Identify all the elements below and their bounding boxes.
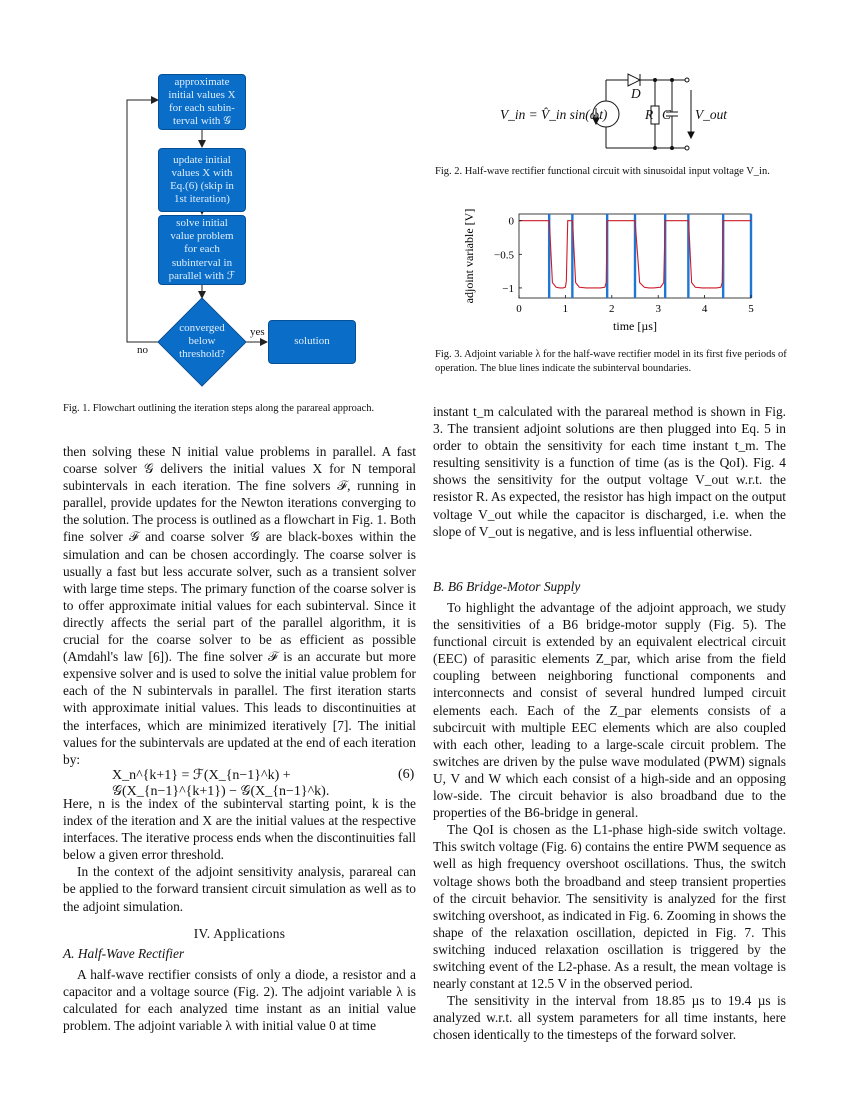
right-para-4: The sensitivity in the interval from 18.85 µs to 19.4 µs is analyzed w.r.t. all system parameters for all time instants, here chosen identically to the timesteps of the forward solver. xyxy=(433,993,786,1043)
left-column-bottom xyxy=(63,966,416,1034)
section-heading: IV. Applications xyxy=(193,926,286,941)
left-para-1: then solving these N initial value problems in parallel. A fast coarse solver 𝒢 delivers the initial values X for N temporal subintervals in each iteration. The fine solvers ℱ, running in parallel, provide updates for the Newton iterations converging to the solution. The process is outlined as a flowchart in Fig. 1. Both fine solver ℱ and coarse solver 𝒢 are black-boxes within the simulation and can be chosen accordingly. The coarse solver is usually a fast but less accurate solver, such as a transient solver with large time steps. The primary function of the coarse solver is to offer approximate initial values for each subinterval. Since it directly affects the serial part of the parallel algorithm, it is crucial for the coarse solver to be as efficient as possible (Amdahl's law [6]). The fine solver ℱ is an accurate but more expensive solver and is used to solve the initial value problem for each of the N subintervals in parallel. The first iteration starts with approximate initial values. This leads to discontinuities at the interfaces, which are minimized iteratively [7]. The initial values for the subintervals are updated at the end of each iteration by: xyxy=(63,444,416,767)
right-para-3: The QoI is chosen as the L1-phase high-side switch voltage. This switch voltage (Fig. 6) contains the entire PWM sequence as well as high frequency overshoot oscillations. Thus, the switch voltage shows both the broadband and steep transient properties of the circuit behavior. The sensitivity is analyzed for the first switching overshoot, as indicated in Fig. 6. Zooming in shows the shape of the relaxation oscillation, depicted in Fig. 7. This switching induced relaxation oscillation is triggered by the switching event of the L2-phase. As a result, the mean voltage is nearly constant at 12.5 V in the observed period. xyxy=(433,822,786,992)
flow-solution-text: solution xyxy=(294,335,330,348)
right-column-lower xyxy=(433,599,786,1043)
equation-6: X_n^{k+1} = ℱ(X_{n−1}^k) + 𝒢(X_{n−1}^{k+1}) − 𝒢(X_{n−1}^k). xyxy=(112,768,330,799)
circuit-vout-label: V_out xyxy=(695,107,727,122)
circuit-r-label: R xyxy=(645,107,654,122)
fig3-caption: Fig. 3. Adjoint variable λ for the half-wave rectifier model in its first five periods of operation. The blue lines indicate the subinterval boundaries. xyxy=(435,349,787,374)
flow-solution xyxy=(268,320,356,364)
left-para-3: In the context of the adjoint sensitivity analysis, parareal can be applied to the forward transient circuit simulation as well as to the adjoint simulation. xyxy=(63,864,416,914)
x-tick-label-1: 1 xyxy=(562,303,569,315)
subsection-a-heading: A. Half-Wave Rectifier xyxy=(63,946,185,961)
flow-step-approximate xyxy=(158,74,246,130)
x-tick-label-3: 3 xyxy=(655,303,661,315)
left-column-lower xyxy=(63,795,416,915)
left-para-4: A half-wave rectifier consists of only a diode, a resistor and a capacitor and a voltage source (Fig. 2). The adjoint variable λ is calculated for each analyzed time instant as an initial value problem. The adjoint variable λ with initial value 0 at time xyxy=(63,967,416,1034)
y-axis-label: adjoint variable [V] xyxy=(462,208,476,304)
left-para-2: Here, n is the index of the subinterval starting point, k is the index of the iteration and X are the initial values at the respective interfaces. The iterative process ends when the discontinuities fall below a given error threshold. xyxy=(63,796,416,863)
right-para-1: instant t_m calculated with the parareal method is shown in Fig. 3. The transient adjoint solutions are then plugged into Eq. 5 in order to obtain the sensitivity for each time instant t_m. The resulting sensitivity is a function of time (as is the QoI). Fig. 4 shows the sensitivity for the output voltage V_out w.r.t. the resistor R. As expected, the resistor has high impact on the output voltage V_out while the capacitor is discharged, i.e. when the slope of V_out is negative, and is less influential otherwise. xyxy=(433,404,786,539)
flow-yes-label: yes xyxy=(250,326,265,338)
arrow-no-loop xyxy=(127,100,158,342)
right-column xyxy=(433,403,786,540)
x-axis-label: time [µs] xyxy=(613,319,657,333)
flow-decision-text: converged below threshold? xyxy=(179,322,225,361)
fig1-caption: Fig. 1. Flowchart outlining the iteration steps along the parareal approach. xyxy=(63,403,375,414)
subsection-b-heading: B. B6 Bridge-Motor Supply xyxy=(433,579,581,594)
flow-step-update xyxy=(158,148,246,212)
y-tick-label-1: −0.5 xyxy=(494,249,514,262)
flow-step-approximate-text: approximate initial values X for each subin- terval with 𝒢 xyxy=(168,75,236,128)
circuit-c-label: C xyxy=(662,107,671,122)
flow-no-label: no xyxy=(137,344,148,356)
equation-number: (6) xyxy=(398,767,415,782)
circuit-diode-label: D xyxy=(631,86,641,101)
y-tick-label-0: 0 xyxy=(508,215,514,228)
x-tick-label-2: 2 xyxy=(609,303,615,315)
right-para-2: To highlight the advantage of the adjoint approach, we study the sensitivities of a B6 bridge-motor supply (Fig. 5). The functional circuit is extended by an equivalent electrical circuit (EEC) of parasitic elements Z_par, which arise from the field coupling between neighboring functional components and interconnects and consist of several hundred lumped circuit elements each. Each of the Z_par elements consists of a subcircuit with multiple EEC elements which are also coupled with each other, leading to a large-scale circuit problem. The switches are driven by the pulse wave modulated (PWM) signals U, V and W which each consist of a high-side and an opposing low-side. The circuit behavior is also broadband due to the properties of the B6-bridge in general. xyxy=(433,600,786,821)
x-tick-label-5: 5 xyxy=(748,303,754,315)
x-tick-label-0: 0 xyxy=(516,303,522,315)
flow-step-solve xyxy=(158,215,246,285)
left-column xyxy=(63,443,416,768)
fig2-caption: Fig. 2. Half-wave rectifier functional circuit with sinusoidal input voltage V_in. xyxy=(435,166,770,177)
flow-step-update-text: update initial values X with Eq.(6) (skip in 1st iteration) xyxy=(170,153,234,206)
flow-step-solve-text: solve initial value problem for each subinterval in parallel with ℱ xyxy=(168,217,236,282)
adjoint-chart xyxy=(455,196,785,338)
circuit-vin-label: V_in = V̂_in sin(ωt) xyxy=(500,107,608,122)
x-tick-label-4: 4 xyxy=(701,303,708,315)
y-tick-label-2: −1 xyxy=(502,282,514,295)
